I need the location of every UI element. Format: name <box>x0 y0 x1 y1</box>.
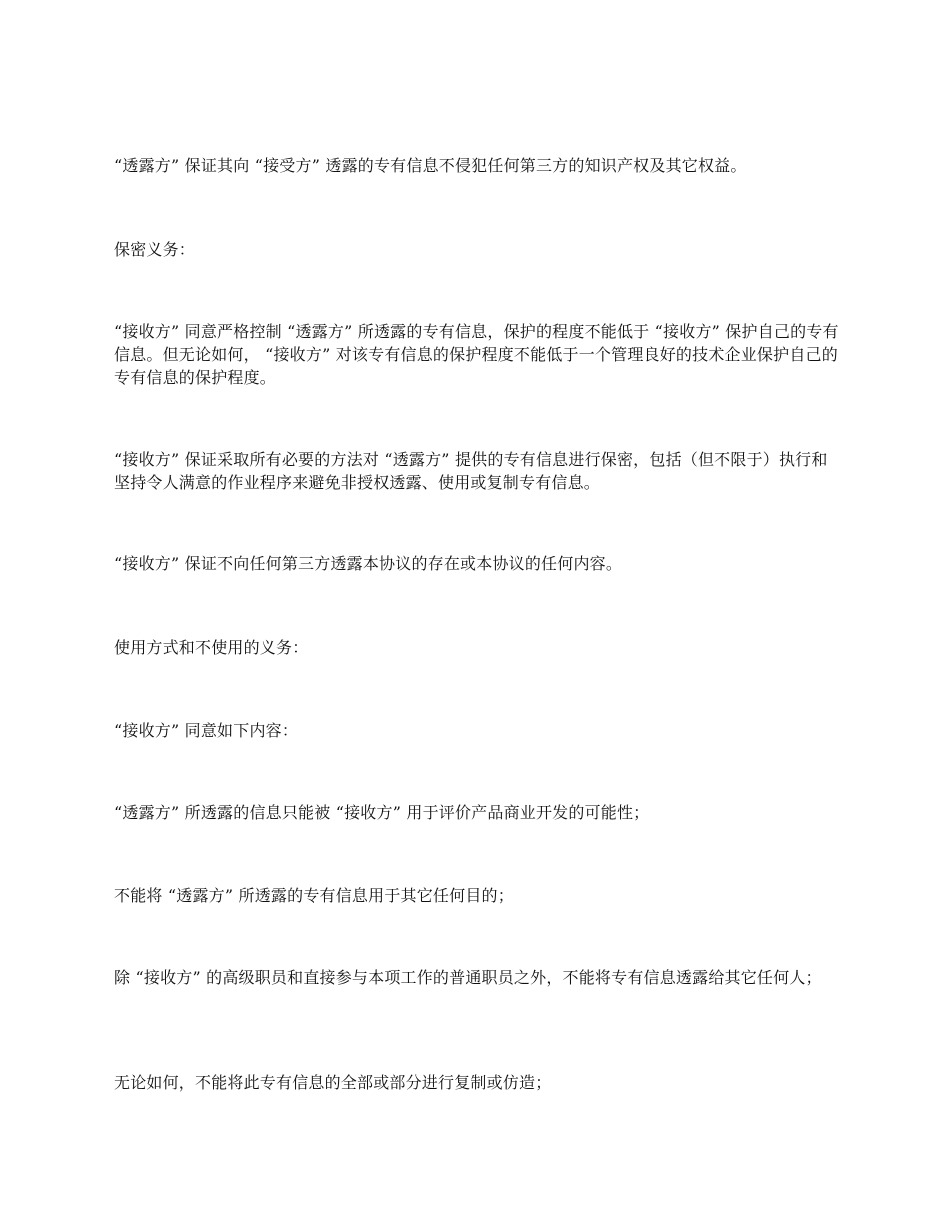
paragraph-necessary-measures: “接收方” 保证采取所有必要的方法对 “透露方” 提供的专有信息进行保密，包括（但不限于）执行和坚持令人满意的作业程序来避免非授权透露、使用或复制专有信息。 <box>114 450 828 492</box>
list-item-evaluation-only: “透露方” 所透露的信息只能被 “接收方” 用于评价产品商业开发的可能性； <box>114 803 650 822</box>
heading-usage-obligations: 使用方式和不使用的义务： <box>114 638 309 657</box>
paragraph-recipient-agrees: “接收方” 同意如下内容： <box>114 721 299 740</box>
heading-confidentiality-obligations: 保密义务： <box>114 240 196 259</box>
list-item-limited-personnel: 除 “接收方” 的高级职员和直接参与本项工作的普通职员之外，不能将专有信息透露给其它任何人； <box>114 968 822 987</box>
list-item-no-other-purpose: 不能将 “透露方” 所透露的专有信息用于其它任何目的； <box>114 886 514 905</box>
list-item-no-copying: 无论如何，不能将此专有信息的全部或部分进行复制或仿造； <box>114 1073 552 1092</box>
paragraph-disclosure-warranty: “透露方” 保证其向 “接受方” 透露的专有信息不侵犯任何第三方的知识产权及其它权益。 <box>114 156 747 175</box>
paragraph-strict-control: “接收方” 同意严格控制 “透露方” 所透露的专有信息，保护的程度不能低于 “接收方” 保护自己的专有信息。但无论如何， “接收方” 对该专有信息的保护程度不能低于一个管理良好的技术企业保护自己的专有信息的保护程度。 <box>114 322 839 387</box>
paragraph-no-disclosure-of-agreement: “接收方” 保证不向任何第三方透露本协议的存在或本协议的任何内容。 <box>114 554 623 573</box>
